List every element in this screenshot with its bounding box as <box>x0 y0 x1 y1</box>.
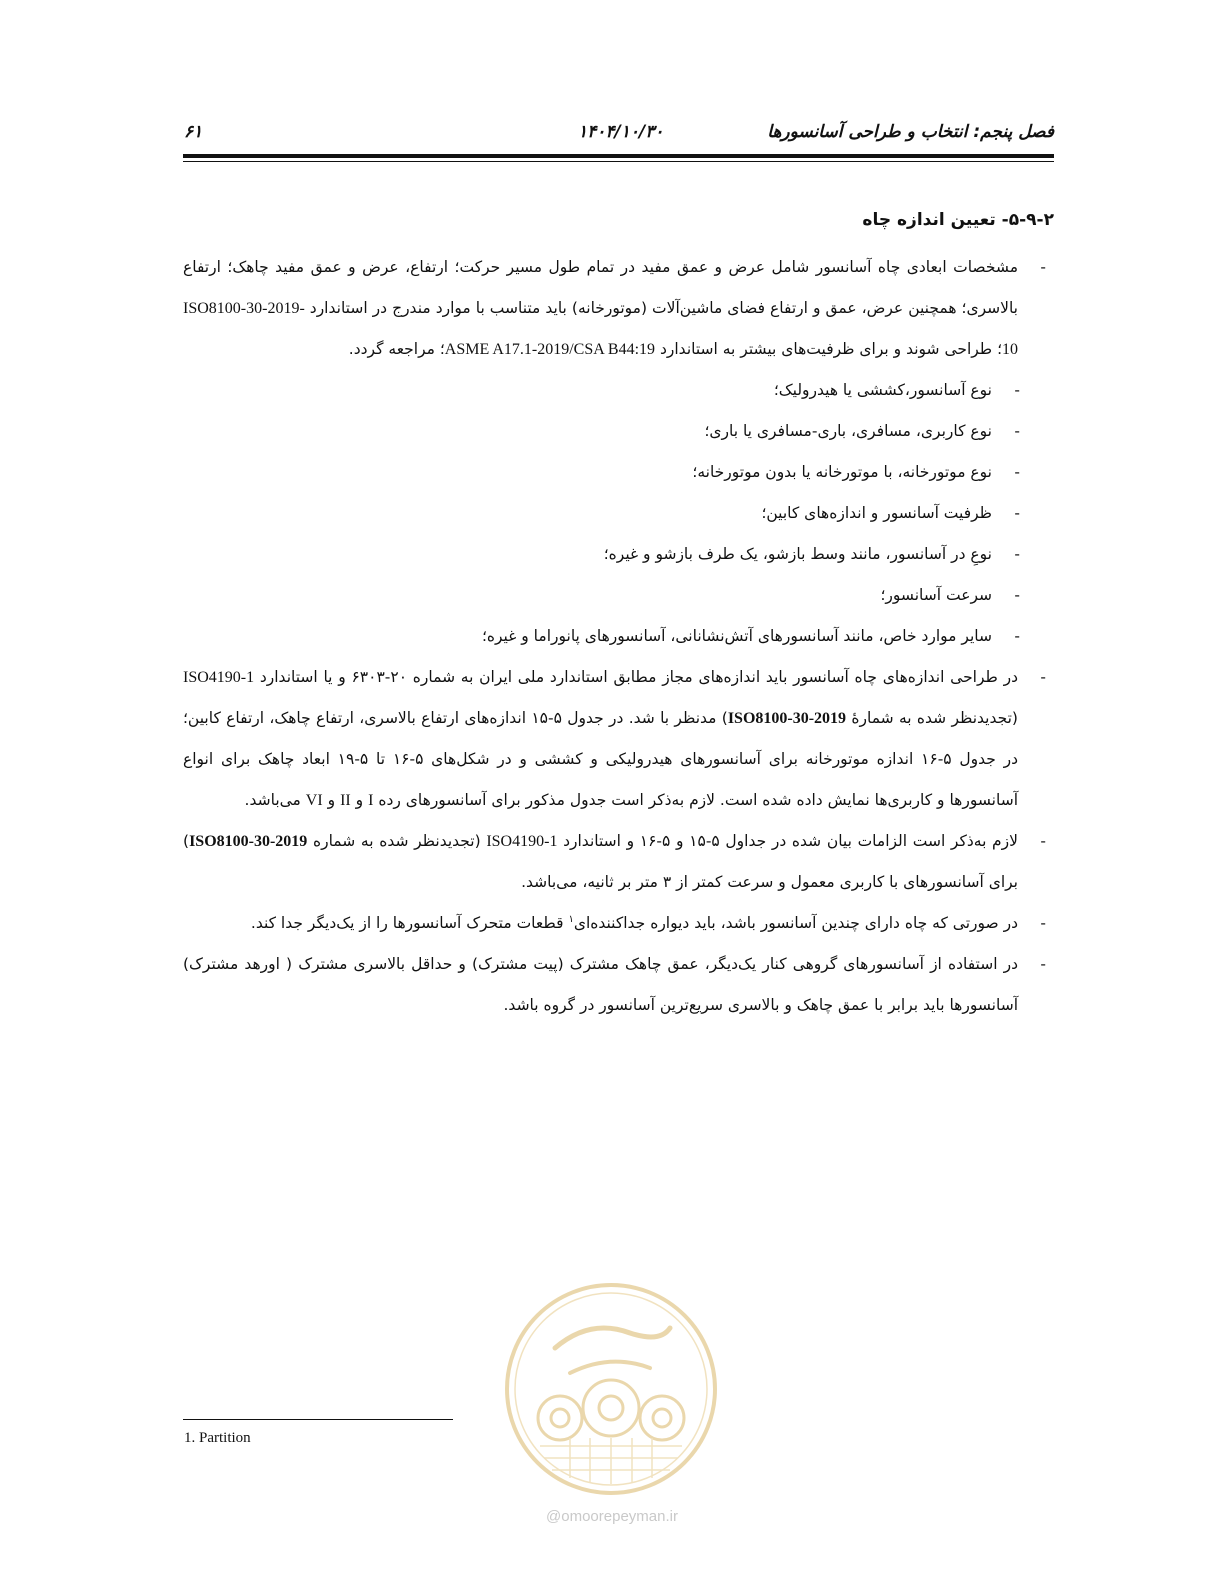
paragraph-group-elevators: - در استفاده از آسانسورهای گروهی کنار یک‌دیگر، عمق چاهک مشترک (پیت مشترک) و حداقل بالاسری مشترک ( اورهد مشترک) آسانسورها باید برابر با عمق چاهک و بالاسری سریع‌ترین آسانسور در گروه باشد. <box>183 944 1054 1026</box>
chapter-title: فصل پنجم: انتخاب و طراحی آسانسورها <box>767 122 1054 142</box>
bullet-dash: - <box>1040 955 1046 973</box>
bullet-dash: - <box>1040 914 1046 932</box>
page-number: ۶۱ <box>184 122 203 142</box>
bullet-dash: - <box>1040 258 1046 276</box>
paragraph-allowed-sizes: - در طراحی اندازه‌های چاه آسانسور باید اندازه‌های مجاز مطابق استاندارد ملی ایران به شماره ۲۰-۶۳۰۳ و یا استاندارد ISO4190-1 (تجدیدنظر شده به شمارۀ ISO8100-30-2019) مدنظر با شد. در جدول ۵-۱۵ اندازه‌های ارتفاع بالاسری، ارتفاع چاهک، ارتفاع کابین؛ در جدول ۵-۱۶ اندازه موتورخانه برای آسانسورهای هیدرولیکی و کششی و در شکل‌های ۵-۱۶ تا ۵-۱۹ ابعاد چاهک برای انواع آسانسورها و کاربری‌ها نمایش داده شده است. لازم به‌ذکر است جدول مذکور برای آسانسورهای رده I و II و VI می‌باشد. <box>183 657 1054 821</box>
paragraph-partition-wall: - در صورتی که چاه دارای چندین آسانسور باشد، باید دیواره جداکننده‌ای$^۱$ قطعات متحرک آسانسورها را از یک‌دیگر جدا کند. <box>183 903 1054 944</box>
header-rule-thin <box>183 161 1054 162</box>
footnote-reference: ۱ <box>568 913 574 925</box>
sub-item: - نوع کاربری، مسافری، باری-مسافری یا باری؛ <box>704 422 1020 440</box>
section-title: ۵-۹-۲- تعیین اندازه چاه <box>862 210 1054 230</box>
footnote: 1. Partition <box>184 1430 251 1446</box>
bullet-dash: - <box>1040 832 1046 850</box>
sub-item: - سایر موارد خاص، مانند آسانسورهای آتش‌نشانانی، آسانسورهای پانوراما و غیره؛ <box>481 627 1020 645</box>
paragraph-shaft-dimensions: - مشخصات ابعادی چاه آسانسور شامل عرض و عمق مفید در تمام طول مسیر حرکت؛ ارتفاع، عرض و عمق مفید چاهک؛ ارتفاع بالاسری؛ همچنین عرض، عمق و ارتفاع فضای ماشین‌آلات (موتورخانه) باید متناسب با موارد مندرج در استاندارد ISO8100-30-2019-10؛ طراحی شوند و برای ظرفیت‌های بیشتر به استاندارد ASME A17.1-2019/CSA B44:19؛ مراجعه گردد. <box>183 247 1054 370</box>
sub-item: - ظرفیت آسانسور و اندازه‌های کابین؛ <box>761 504 1020 522</box>
standard-ref: ASME A17.1-2019/CSA B44:19 <box>444 341 656 358</box>
sub-item: - سرعت آسانسور؛ <box>880 586 1020 604</box>
paragraph-requirements-note: - لازم به‌ذکر است الزامات بیان شده در جداول ۵-۱۵ و ۵-۱۶ و استاندارد ISO4190-1 (تجدیدنظر شده به شماره ISO8100-30-2019) برای آسانسورهای با کاربری معمول و سرعت کمتر از ۳ متر بر ثانیه، می‌باشد. <box>183 821 1054 903</box>
watermark-url: @omoorepeyman.ir <box>546 1508 678 1525</box>
footnote-rule <box>183 1419 453 1420</box>
header-date: ۱۴۰۴/۱۰/۳۰ <box>578 122 664 142</box>
standard-ref: ISO8100-30-2019 <box>727 710 847 727</box>
sub-item: - نوع آسانسور،کششی یا هیدرولیک؛ <box>773 381 1020 399</box>
sub-item: - نوع موتورخانه، با موتورخانه یا بدون موتورخانه؛ <box>692 463 1020 481</box>
header-rule-thick <box>183 154 1054 158</box>
body-text <box>183 200 1054 1026</box>
standard-ref: ISO8100-30-2019 <box>189 833 308 850</box>
standard-ref: ISO4190-1 <box>183 669 255 686</box>
standard-ref: ISO4190-1 <box>486 833 558 850</box>
bullet-dash: - <box>1040 668 1046 686</box>
watermark-logo-icon <box>500 1278 722 1500</box>
standard-ref: ISO8100-30-2019-10 <box>183 300 1018 358</box>
sub-item: - نوعِ در آسانسور، مانند وسط بازشو، یک طرف بازشو و غیره؛ <box>603 545 1020 563</box>
